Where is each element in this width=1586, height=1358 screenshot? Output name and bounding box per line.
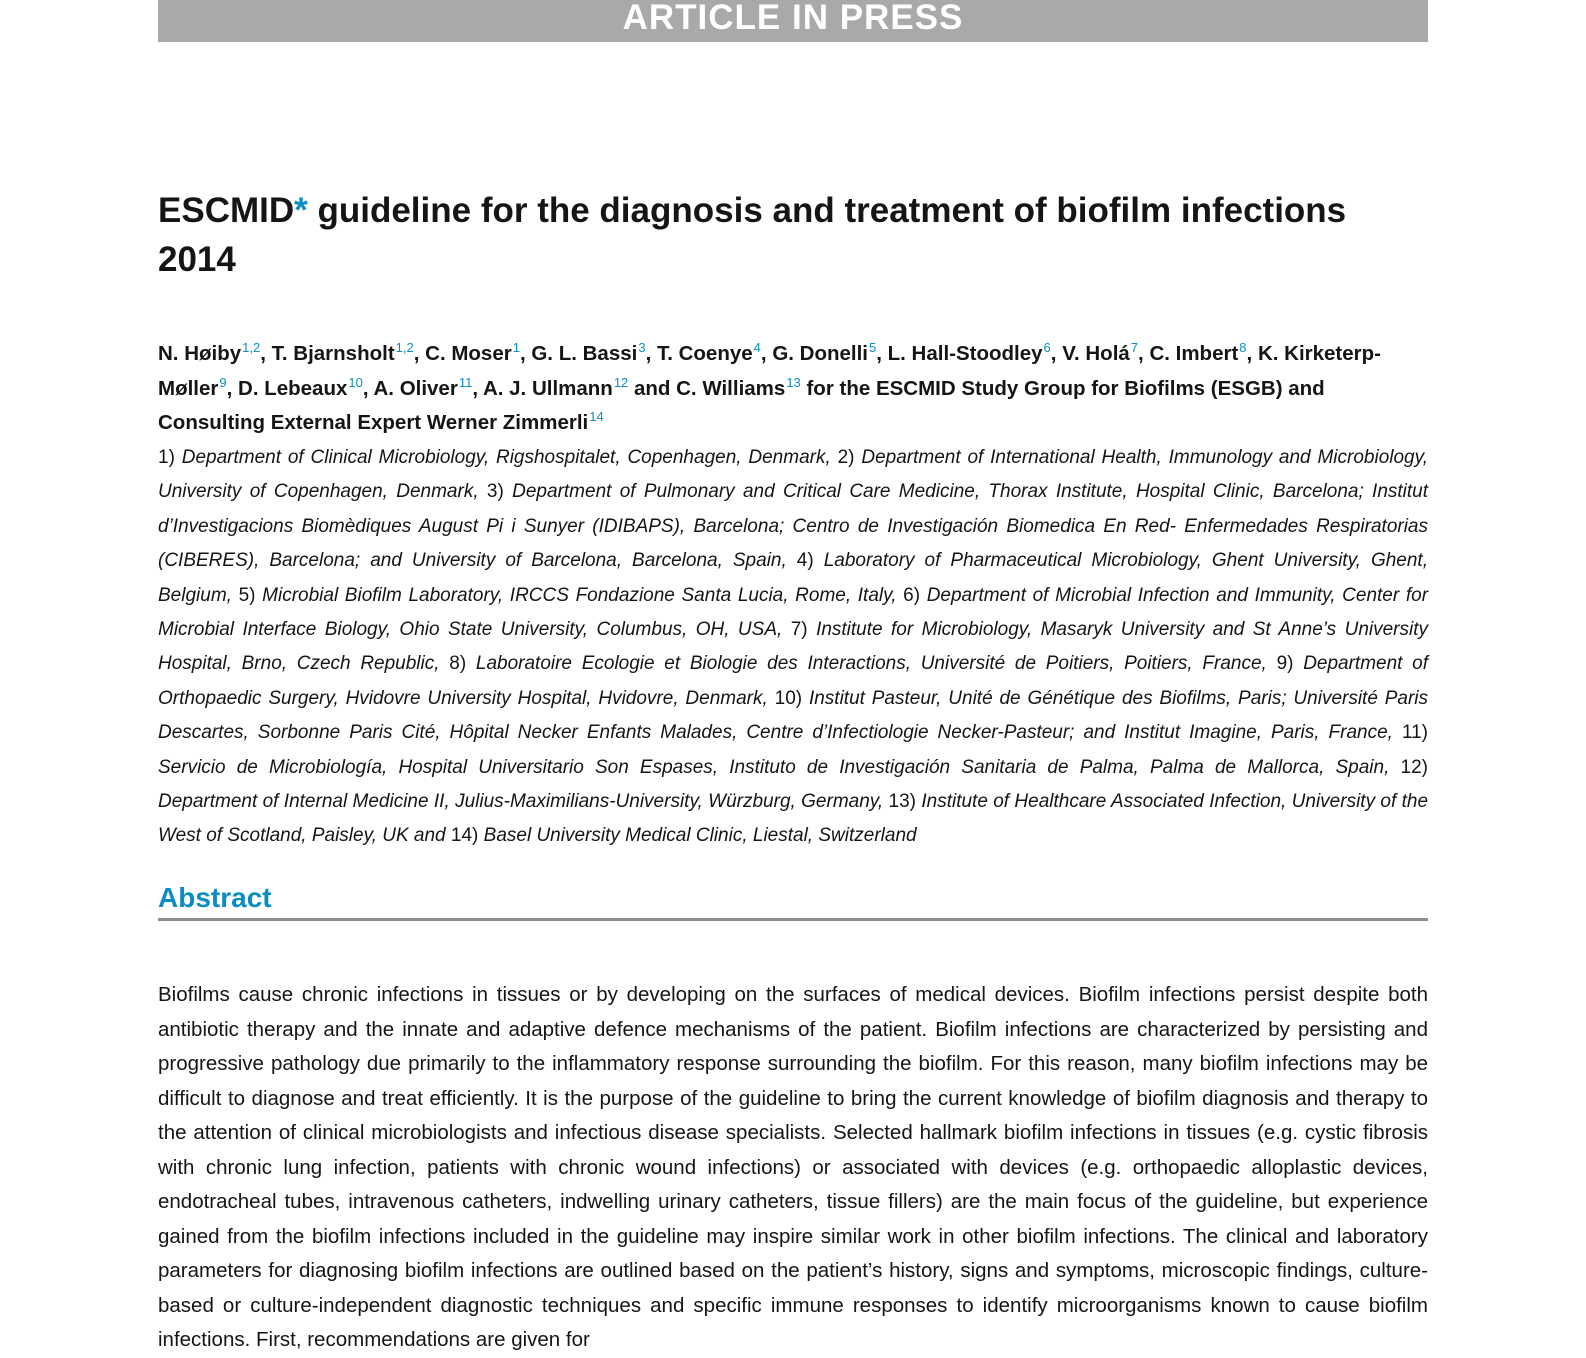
affiliation-text: Institute of Healthcare Associated Infection, University of the West of Scotland, Paisley, UK and <box>158 791 1429 847</box>
author-name: A. Oliver <box>373 376 458 400</box>
author-separator: , <box>519 342 532 365</box>
title-society: ESCMID <box>158 191 295 230</box>
affiliation-number: 11) <box>1401 722 1429 744</box>
affiliation-list <box>158 441 1428 854</box>
author-name: T. Coenye <box>656 342 753 365</box>
author-separator: , <box>1138 342 1150 365</box>
author-affiliation-ref[interactable]: 14 <box>589 409 604 424</box>
article-title <box>158 186 1428 284</box>
author-affiliation-ref[interactable]: 4 <box>753 340 761 355</box>
author-affiliation-ref[interactable]: 1,2 <box>395 340 414 355</box>
affiliation-text: Department of International Health, Immunology and Microbiology, University of Copenhagen, Denmark, <box>158 447 1428 503</box>
article-in-press-banner <box>158 0 1428 42</box>
author-affiliation-ref[interactable]: 9 <box>219 374 227 390</box>
author-separator: , <box>1246 342 1258 365</box>
affiliation-number: 1) <box>158 447 175 468</box>
affiliation-number: 2) <box>837 447 855 468</box>
affiliation-number: 9) <box>1276 653 1294 675</box>
affiliation-text: Institute for Microbiology, Masaryk University and St Anne’s University Hospital, Brno, Czech Republic, <box>158 619 1429 675</box>
author-affiliation-ref[interactable]: 3 <box>638 340 646 355</box>
author-separator: , <box>760 342 773 365</box>
author-separator: , <box>260 342 272 365</box>
affiliation-text: Laboratoire Ecologie et Biologie des Interactions, Université de Poitiers, Poitiers, France, <box>475 653 1267 675</box>
affiliation-number: 3) <box>486 481 504 503</box>
author-affiliation-ref[interactable]: 1 <box>512 340 520 355</box>
section-divider <box>158 918 1428 921</box>
author-name: V. Holá <box>1062 342 1130 365</box>
author-separator: , <box>876 342 888 365</box>
affiliation-text: Laboratory of Pharmaceutical Microbiology, Ghent University, Ghent, Belgium, <box>158 550 1428 606</box>
author-name: L. Hall-Stoodley <box>887 342 1043 365</box>
affiliation-number: 4) <box>796 550 814 572</box>
author-name: G. L. Bassi <box>531 342 638 365</box>
author-separator: , <box>472 376 483 400</box>
affiliation-number: 12) <box>1400 756 1428 778</box>
author-name: D. Lebeaux <box>238 376 348 400</box>
author-name: N. Høiby <box>158 342 242 365</box>
author-affiliation-ref[interactable]: 10 <box>348 374 363 390</box>
title-rest: guideline for the diagnosis and treatment of biofilm infections 2014 <box>158 191 1347 279</box>
author-name: A. J. Ullmann <box>482 376 613 400</box>
author-separator: , <box>226 376 239 400</box>
affiliation-text: Department of Clinical Microbiology, Rigshospitalet, Copenhagen, Denmark, <box>181 447 831 468</box>
affiliation-text: Department of Orthopaedic Surgery, Hvidovre University Hospital, Hvidovre, Denmark, <box>158 653 1429 709</box>
author-affiliation-ref[interactable]: 1,2 <box>242 340 261 355</box>
affiliation-number: 10) <box>774 687 803 709</box>
author-name: C. Moser <box>425 342 512 365</box>
author-separator: , <box>1050 342 1063 365</box>
affiliation-number: 13) <box>888 791 916 813</box>
banner-text: ARTICLE IN PRESS <box>622 0 964 37</box>
author-name: K. Kirketerp-Møller <box>158 342 1381 400</box>
affiliation-text: Department of Microbial Infection and Immunity, Center for Microbial Interface Biology, Ohio State University, Columbus, OH, USA, <box>158 584 1429 641</box>
author-name: C. Williams <box>676 376 786 400</box>
affiliation-number: 8) <box>449 653 467 675</box>
author-name: C. Imbert <box>1149 342 1239 365</box>
author-affiliation-ref[interactable]: 6 <box>1043 340 1051 355</box>
affiliation-number: 7) <box>790 619 808 641</box>
author-affiliation-ref[interactable]: 8 <box>1239 340 1247 355</box>
abstract-heading: Abstract <box>158 882 272 913</box>
author-name: G. Donelli <box>772 342 868 365</box>
affiliation-number: 5) <box>238 584 256 606</box>
author-affiliation-ref[interactable]: 13 <box>786 374 801 390</box>
affiliation-text: Microbial Biofilm Laboratory, IRCCS Fondazione Santa Lucia, Rome, Italy, <box>262 584 897 606</box>
author-affiliation-ref[interactable]: 11 <box>458 374 473 390</box>
affiliation-text: Basel University Medical Clinic, Liestal, Switzerland <box>483 825 917 847</box>
author-separator: for the ESCMID Study Group for Biofilms (ESGB) and Consulting External Expert <box>158 376 1325 434</box>
affiliation-text: Institut Pasteur, Unité de Génétique des Biofilms, Paris; Université Paris Descartes, Sorbonne Paris Cité, Hôpital Necker Enfants Malades, Centre d’Infectiologie Necker-Pasteur; and Institut Imagine, Paris, France, <box>158 687 1429 744</box>
affiliation-text: Department of Pulmonary and Critical Care Medicine, Thorax Institute, Hospital Clinic, Barcelona; Institut d’Investigacions Biomèdiques August Pi i Sunyer (IDIBAPS), Barcelona; Centro de Investigación Biomedica En Red- Enfermedades Respiratorias (CIBERES), Barcelona; and University of Barcelona, Barcelona, Spain, <box>158 481 1429 572</box>
author-separator: , <box>362 376 374 400</box>
author-name: Werner Zimmerli <box>426 411 589 434</box>
affiliation-text: Servicio de Microbiología, Hospital Universitario Son Espases, Instituto de Investigación Sanitaria de Palma, Palma de Mallorca, Spain, <box>158 756 1390 778</box>
author-affiliation-ref[interactable]: 12 <box>613 374 629 390</box>
author-name: T. Bjarnsholt <box>271 342 395 365</box>
author-affiliation-ref[interactable]: 5 <box>869 340 877 355</box>
author-affiliation-ref[interactable]: 7 <box>1130 340 1139 355</box>
affiliation-number: 14) <box>450 825 479 847</box>
affiliation-text: Department of Internal Medicine II, Julius-Maximilians-University, Würzburg, Germany, <box>158 791 884 813</box>
author-separator: , <box>413 342 426 365</box>
title-asterisk: * <box>294 191 308 230</box>
abstract-body: Biofilms cause chronic infections in tissues or by developing on the surfaces of medical devices. Biofilm infections persist despite both antibiotic therapy and the innate and adaptive defence mechanisms of the patient. Biofilm infections are characterized by persisting and progressive pathology due primarily to the inflammatory response surrounding the biofilm. For this reason, many biofilm infections may be difficult to diagnose and treat efficiently. It is the purpose of the guideline to bring the current knowledge of biofilm diagnosis and therapy to the attention of clinical microbiologists and infectious disease specialists. Selected hallmark biofilm infections in tissues (e.g. cystic fibrosis with chronic lung infection, patients with chronic wound infections) or associated with devices (e.g. orthopaedic alloplastic devices, endotracheal tubes, intravenous catheters, indwelling urinary catheters, tissue fillers) are the main focus of the guideline, but experience gained from the biofilm infections included in the guideline may inspire similar work in other biofilm infections. The clinical and laboratory parameters for diagnosing biofilm infections are outlined based on the patient’s history, signs and symptoms, microscopic findings, culture-based or culture-independent diagnostic techniques and specific immune responses to identify microorganisms known to cause biofilm infections. First, recommendations are given for <box>158 983 1428 1351</box>
author-separator: and <box>628 376 677 400</box>
affiliation-number: 6) <box>903 584 921 606</box>
author-list <box>158 337 1428 441</box>
author-separator: , <box>645 342 657 365</box>
